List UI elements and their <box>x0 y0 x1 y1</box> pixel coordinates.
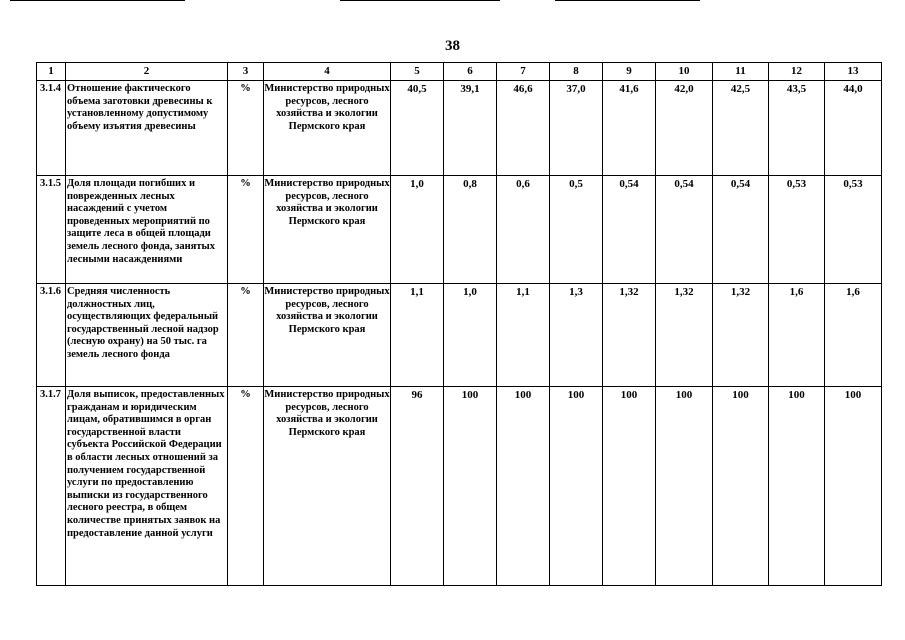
indicator-name: Средняя численность должностных лиц, осуществляющих федеральный государственный лесной надзор (лесную охрану) на 50 тыс. га земель лесного фонда <box>66 284 228 387</box>
responsible-cell: Министерство природных ресурсов, лесного хозяйства и экологии Пермского края <box>264 176 391 284</box>
unit-cell: % <box>228 81 264 176</box>
row-number: 3.1.5 <box>37 176 66 284</box>
value-cell: 100 <box>825 387 882 586</box>
column-header: 13 <box>825 63 882 81</box>
column-header: 8 <box>550 63 603 81</box>
value-cell: 1,32 <box>656 284 713 387</box>
value-cell: 44,0 <box>825 81 882 176</box>
column-header: 6 <box>444 63 497 81</box>
value-cell: 0,54 <box>713 176 769 284</box>
responsible-cell: Министерство природных ресурсов, лесного хозяйства и экологии Пермского края <box>264 387 391 586</box>
value-cell: 100 <box>603 387 656 586</box>
value-cell: 100 <box>444 387 497 586</box>
value-cell: 39,1 <box>444 81 497 176</box>
top-border-fragment-left <box>10 0 185 1</box>
value-cell: 41,6 <box>603 81 656 176</box>
value-cell: 100 <box>713 387 769 586</box>
value-cell: 0,54 <box>656 176 713 284</box>
value-cell: 37,0 <box>550 81 603 176</box>
value-cell: 0,8 <box>444 176 497 284</box>
column-header: 3 <box>228 63 264 81</box>
value-cell: 1,6 <box>769 284 825 387</box>
column-header: 12 <box>769 63 825 81</box>
value-cell: 1,1 <box>391 284 444 387</box>
value-cell: 46,6 <box>497 81 550 176</box>
top-border-fragment-middle <box>340 0 500 1</box>
column-header: 2 <box>66 63 228 81</box>
column-header: 4 <box>264 63 391 81</box>
table-header-row <box>37 63 882 81</box>
value-cell: 0,54 <box>603 176 656 284</box>
table-row <box>37 387 882 586</box>
value-cell: 42,5 <box>713 81 769 176</box>
column-header: 5 <box>391 63 444 81</box>
value-cell: 0,53 <box>769 176 825 284</box>
value-cell: 0,6 <box>497 176 550 284</box>
column-header: 7 <box>497 63 550 81</box>
value-cell: 0,53 <box>825 176 882 284</box>
column-header: 1 <box>37 63 66 81</box>
value-cell: 100 <box>497 387 550 586</box>
value-cell: 1,0 <box>444 284 497 387</box>
responsible-cell: Министерство природных ресурсов, лесного хозяйства и экологии Пермского края <box>264 81 391 176</box>
column-header: 9 <box>603 63 656 81</box>
value-cell: 1,6 <box>825 284 882 387</box>
value-cell: 42,0 <box>656 81 713 176</box>
value-cell: 1,3 <box>550 284 603 387</box>
value-cell: 1,1 <box>497 284 550 387</box>
table-row <box>37 81 882 176</box>
table-row <box>37 284 882 387</box>
value-cell: 1,32 <box>603 284 656 387</box>
column-header: 10 <box>656 63 713 81</box>
value-cell: 100 <box>550 387 603 586</box>
row-number: 3.1.7 <box>37 387 66 586</box>
value-cell: 40,5 <box>391 81 444 176</box>
indicator-name: Доля площади погибших и поврежденных лесных насаждений с учетом проведенных мероприятий по защите леса в общей площади земель лесного фонда, занятых лесными насаждениями <box>66 176 228 284</box>
column-header: 11 <box>713 63 769 81</box>
indicator-name: Доля выписок, предоставленных гражданам и юридическим лицам, обратившимся в орган государственной власти субъекта Российской Федерации в области лесных отношений за получением государственной услуги по предоставлению выписки из государственного лесного реестра, в общем количестве принятых заявок на предоставление данной услуги <box>66 387 228 586</box>
unit-cell: % <box>228 176 264 284</box>
top-border-fragment-right <box>555 0 700 1</box>
value-cell: 0,5 <box>550 176 603 284</box>
indicators-table <box>36 62 882 586</box>
row-number: 3.1.4 <box>37 81 66 176</box>
unit-cell: % <box>228 387 264 586</box>
value-cell: 100 <box>769 387 825 586</box>
responsible-cell: Министерство природных ресурсов, лесного хозяйства и экологии Пермского края <box>264 284 391 387</box>
value-cell: 43,5 <box>769 81 825 176</box>
value-cell: 1,0 <box>391 176 444 284</box>
indicator-name: Отношение фактического объема заготовки древесины к установленному допустимому объему изъятия древесины <box>66 81 228 176</box>
value-cell: 96 <box>391 387 444 586</box>
table-row <box>37 176 882 284</box>
page-number: 38 <box>445 38 460 54</box>
row-number: 3.1.6 <box>37 284 66 387</box>
unit-cell: % <box>228 284 264 387</box>
value-cell: 100 <box>656 387 713 586</box>
value-cell: 1,32 <box>713 284 769 387</box>
